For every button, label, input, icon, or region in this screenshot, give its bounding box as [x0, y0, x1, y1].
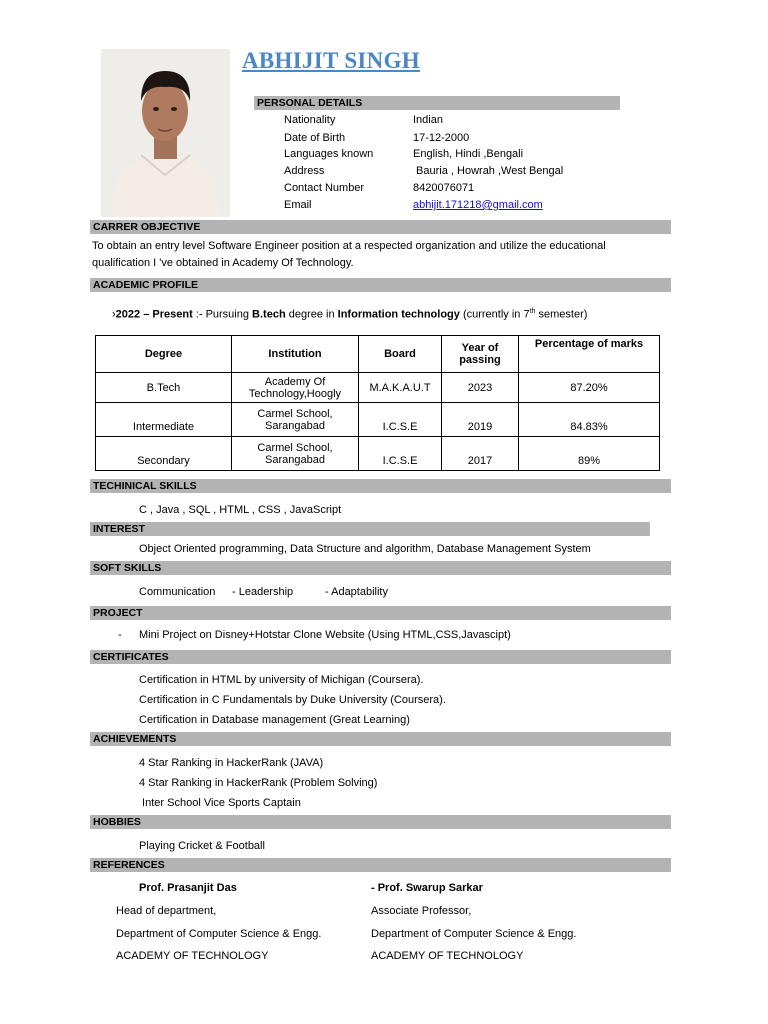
objective-line-2: qualification I 've obtained in Academy Of Technology.: [92, 257, 354, 269]
certificates-header: CERTIFICATES: [90, 650, 671, 664]
person-photo-icon: [101, 49, 230, 217]
address-label: Address: [284, 165, 325, 177]
intro-prefix: ›: [112, 308, 116, 321]
references-header: REFERENCES: [90, 858, 671, 872]
ref2-name: - Prof. Swarup Sarkar: [371, 882, 483, 894]
intro-mid-3: (currently in 7: [459, 308, 530, 321]
languages-label: Languages known: [284, 148, 374, 160]
achievements-header: ACHIEVEMENTS: [90, 732, 671, 746]
cell-percentage: 84.83%: [519, 403, 660, 437]
cell-percentage: 87.20%: [519, 373, 660, 403]
ref1-role: Head of department,: [116, 905, 217, 917]
ref2-dept: Department of Computer Science & Engg.: [371, 928, 577, 940]
technical-text: C , Java , SQL , HTML , CSS , JavaScript: [139, 504, 342, 516]
ref1-dept: Department of Computer Science & Engg.: [116, 928, 322, 940]
academic-intro: [112, 305, 587, 322]
col-year: Year of passing: [442, 336, 519, 373]
soft-skill-2: - Leadership: [232, 586, 294, 598]
candidate-name: ABHIJIT SINGH: [242, 48, 420, 73]
intro-year: 2022 – Present: [115, 308, 193, 321]
contact-value: 8420076071: [413, 182, 475, 194]
technical-header: TECHINICAL SKILLS: [90, 479, 671, 493]
col-degree: Degree: [96, 336, 232, 373]
academic-header: ACADEMIC PROFILE: [90, 278, 671, 292]
col-percentage: Percentage of marks: [519, 336, 660, 373]
ref2-org: ACADEMY OF TECHNOLOGY: [371, 950, 524, 962]
interest-header: INTEREST: [90, 522, 650, 536]
ref1-org: ACADEMY OF TECHNOLOGY: [116, 950, 269, 962]
hobbies-header: HOBBIES: [90, 815, 671, 829]
certificate-item: Certification in HTML by university of Michigan (Coursera).: [139, 674, 424, 686]
languages-value: English, Hindi ,Bengali: [413, 148, 524, 160]
ref2-role: Associate Professor,: [371, 905, 472, 917]
achievement-item: Inter School Vice Sports Captain: [139, 797, 301, 809]
cell-institution: Academy Of Technology,Hoogly: [232, 373, 359, 403]
table-row: [96, 373, 660, 403]
intro-mid-1: :- Pursuing: [192, 308, 253, 321]
profile-photo: [101, 49, 230, 217]
cell-board: I.C.S.E: [359, 437, 442, 471]
col-board: Board: [359, 336, 442, 373]
achievement-item: 4 Star Ranking in HackerRank (Problem Solving): [139, 777, 378, 789]
cell-year: 2017: [442, 437, 519, 471]
hobbies-text: Playing Cricket & Football: [139, 840, 265, 852]
personal-details-header: PERSONAL DETAILS: [254, 96, 620, 110]
intro-mid-2: degree in: [285, 308, 338, 321]
intro-degree: B.tech: [252, 308, 286, 321]
objective-line-1: To obtain an entry level Software Engineer position at a respected organization and utilize the educational: [92, 240, 606, 252]
nationality-value: Indian: [413, 114, 443, 126]
soft-skill-1: Communication: [139, 586, 216, 598]
project-text: Mini Project on Disney+Hotstar Clone Website (Using HTML,CSS,Javascipt): [139, 629, 511, 641]
achievement-item: 4 Star Ranking in HackerRank (JAVA): [139, 757, 324, 769]
soft-skill-3: - Adaptability: [325, 586, 388, 598]
email-label: Email: [284, 199, 312, 211]
address-value: Bauria , Howrah ,West Bengal: [413, 165, 564, 177]
cell-board: I.C.S.E: [359, 403, 442, 437]
cell-institution: Carmel School, Sarangabad: [232, 403, 359, 437]
col-institution: Institution: [232, 336, 359, 373]
interest-text: Object Oriented programming, Data Structure and algorithm, Database Management System: [139, 543, 591, 555]
table-row: [96, 403, 660, 437]
certificate-item: Certification in Database management (Great Learning): [139, 714, 410, 726]
contact-label: Contact Number: [284, 182, 365, 194]
ref1-name: Prof. Prasanjit Das: [139, 882, 237, 894]
dob-label: Date of Birth: [284, 132, 346, 144]
cell-degree: Intermediate: [96, 403, 232, 437]
cell-year: 2019: [442, 403, 519, 437]
intro-sup: th: [529, 308, 536, 315]
table-header-row: [96, 336, 660, 373]
email-link[interactable]: abhijit.171218@gmail.com: [413, 199, 543, 211]
cell-degree: B.Tech: [96, 373, 232, 403]
table-row: [96, 437, 660, 471]
project-bullet: -: [118, 629, 122, 641]
cell-degree: Secondary: [96, 437, 232, 471]
intro-end: semester): [535, 308, 588, 321]
certificate-item: Certification in C Fundamentals by Duke University (Coursera).: [139, 694, 446, 706]
cell-year: 2023: [442, 373, 519, 403]
intro-field: Information technology: [337, 308, 460, 321]
nationality-label: Nationality: [284, 114, 336, 126]
cell-percentage: 89%: [519, 437, 660, 471]
cell-institution: Carmel School, Sarangabad: [232, 437, 359, 471]
cell-board: M.A.K.A.U.T: [359, 373, 442, 403]
soft-skills-header: SOFT SKILLS: [90, 561, 671, 575]
academic-table: [95, 335, 660, 471]
objective-header: CARRER OBJECTIVE: [90, 220, 671, 234]
project-header: PROJECT: [90, 606, 671, 620]
dob-value: 17-12-2000: [413, 132, 470, 144]
